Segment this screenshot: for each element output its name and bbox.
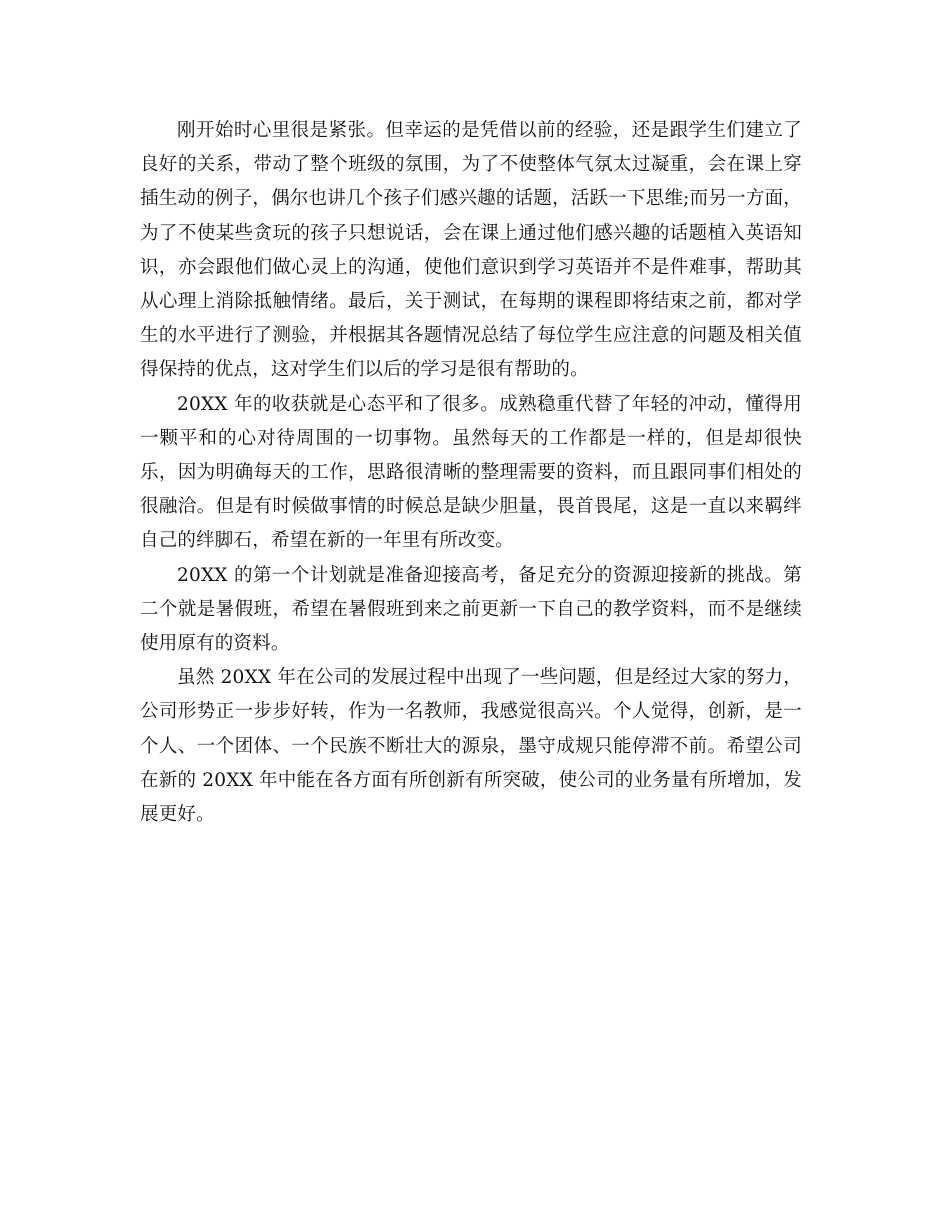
paragraph-3: 20XX 的第一个计划就是准备迎接高考，备足充分的资源迎接新的挑战。第二个就是暑假班，希望在暑假班到来之前更新一下自己的教学资料，而不是继续使用原有的资料。 [140, 564, 802, 655]
document-body [140, 114, 802, 832]
paragraph-4: 虽然 20XX 年在公司的发展过程中出现了一些问题，但是经过大家的努力，公司形势正一步步好转，作为一名教师，我感觉很高兴。个人觉得，创新，是一个人、一个团体、一个民族不断壮大的源泉，墨守成规只能停滞不前。希望公司在新的 20XX 年中能在各方面有所创新有所突破，使公司的业务量有所增加，发展更好。 [140, 667, 802, 826]
paragraph-1: 刚开始时心里很是紧张。但幸运的是凭借以前的经验，还是跟学生们建立了良好的关系，带动了整个班级的氛围，为了不使整体气氛太过凝重，会在课上穿插生动的例子，偶尔也讲几个孩子们感兴趣的话题，活跃一下思维;而另一方面，为了不使某些贪玩的孩子只想说话，会在课上通过他们感兴趣的话题植入英语知识，亦会跟他们做心灵上的沟通，使他们意识到学习英语并不是件难事，帮助其从心理上消除抵触情绪。最后，关于测试，在每期的课程即将结束之前，都对学生的水平进行了测验，并根据其各题情况总结了每位学生应注意的问题及相关值得保持的优点，这对学生们以后的学习是很有帮助的。 [140, 120, 802, 381]
paragraph-2: 20XX 年的收获就是心态平和了很多。成熟稳重代替了年轻的冲动，懂得用一颗平和的心对待周围的一切事物。虽然每天的工作都是一样的，但是却很快乐，因为明确每天的工作，思路很清晰的整理需要的资料，而且跟同事们相处的很融洽。但是有时候做事情的时候总是缺少胆量，畏首畏尾，这是一直以来羁绊自己的绊脚石，希望在新的一年里有所改变。 [140, 393, 802, 552]
